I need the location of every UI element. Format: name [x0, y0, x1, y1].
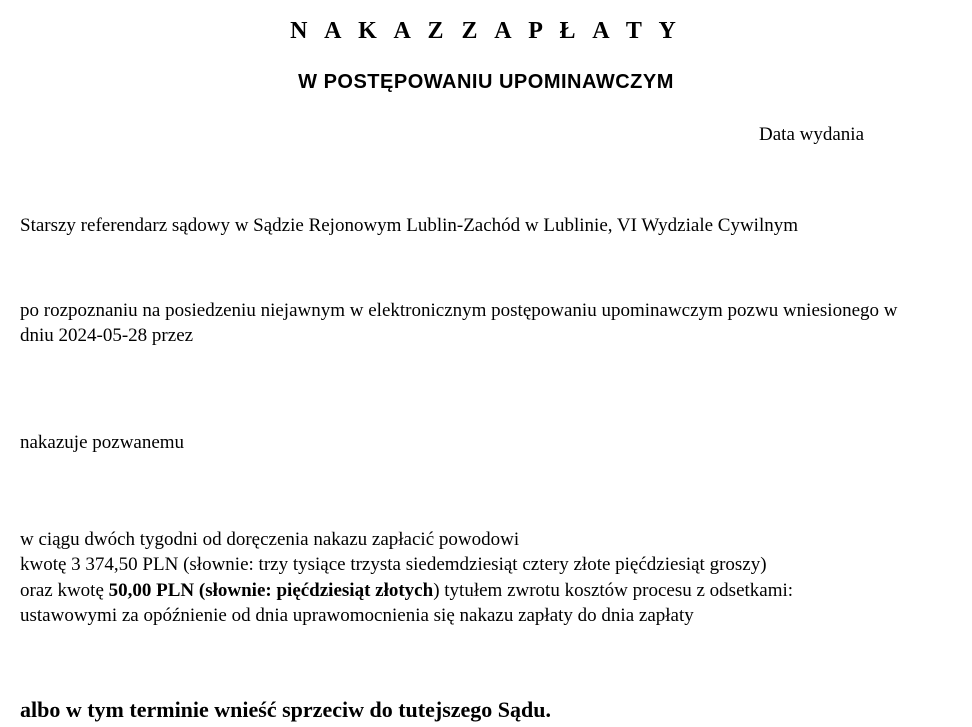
- payment-line-3-prefix: oraz kwotę: [20, 579, 109, 601]
- orders-line: nakazuje pozwanemu: [20, 431, 185, 453]
- payment-line-1: w ciągu dwóch tygodni od doręczenia nakazu zapłacić powodowi: [20, 528, 520, 550]
- recognition-line-1: po rozpoznaniu na posiedzeniu niejawnym w elektronicznym postępowaniu upominawczym pozwu wniesionego w: [20, 299, 898, 321]
- recognition-paragraph: [20, 258, 940, 349]
- payment-line-2: kwotę 3 374,50 PLN (słownie: trzy tysiące trzysta siedemdziesiąt cztery złote pięćdziesiąt groszy): [20, 554, 767, 576]
- document-body: [0, 165, 972, 725]
- court-line: Starszy referendarz sądowy w Sądzie Rejonowym Lublin-Zachód w Lublinie, VI Wydziale Cywilnym: [20, 215, 799, 236]
- payment-line-3-amount: 50,00 PLN (słownie: pięćdziesiąt złotych: [108, 579, 434, 601]
- payment-line-4: ustawowymi za opóźnienie od dnia uprawomocnienia się nakazu zapłaty do dnia zapłaty: [20, 605, 694, 627]
- payment-line-3: [20, 578, 948, 604]
- payment-paragraph: [20, 475, 948, 630]
- payment-line-3-suffix: ) tytułem zwrotu kosztów procesu z odsetkami:: [433, 579, 794, 601]
- page-title: N A K A Z Z A P Ł A T Y: [290, 18, 682, 44]
- issue-date-label: Data wydania: [759, 124, 864, 145]
- recognition-line-2: dniu 2024-05-28 przez: [20, 325, 194, 347]
- page-subtitle: W POSTĘPOWANIU UPOMINAWCZYM: [298, 71, 674, 93]
- objection-line: albo w tym terminie wnieść sprzeciw do tutejszego Sądu.: [20, 697, 551, 723]
